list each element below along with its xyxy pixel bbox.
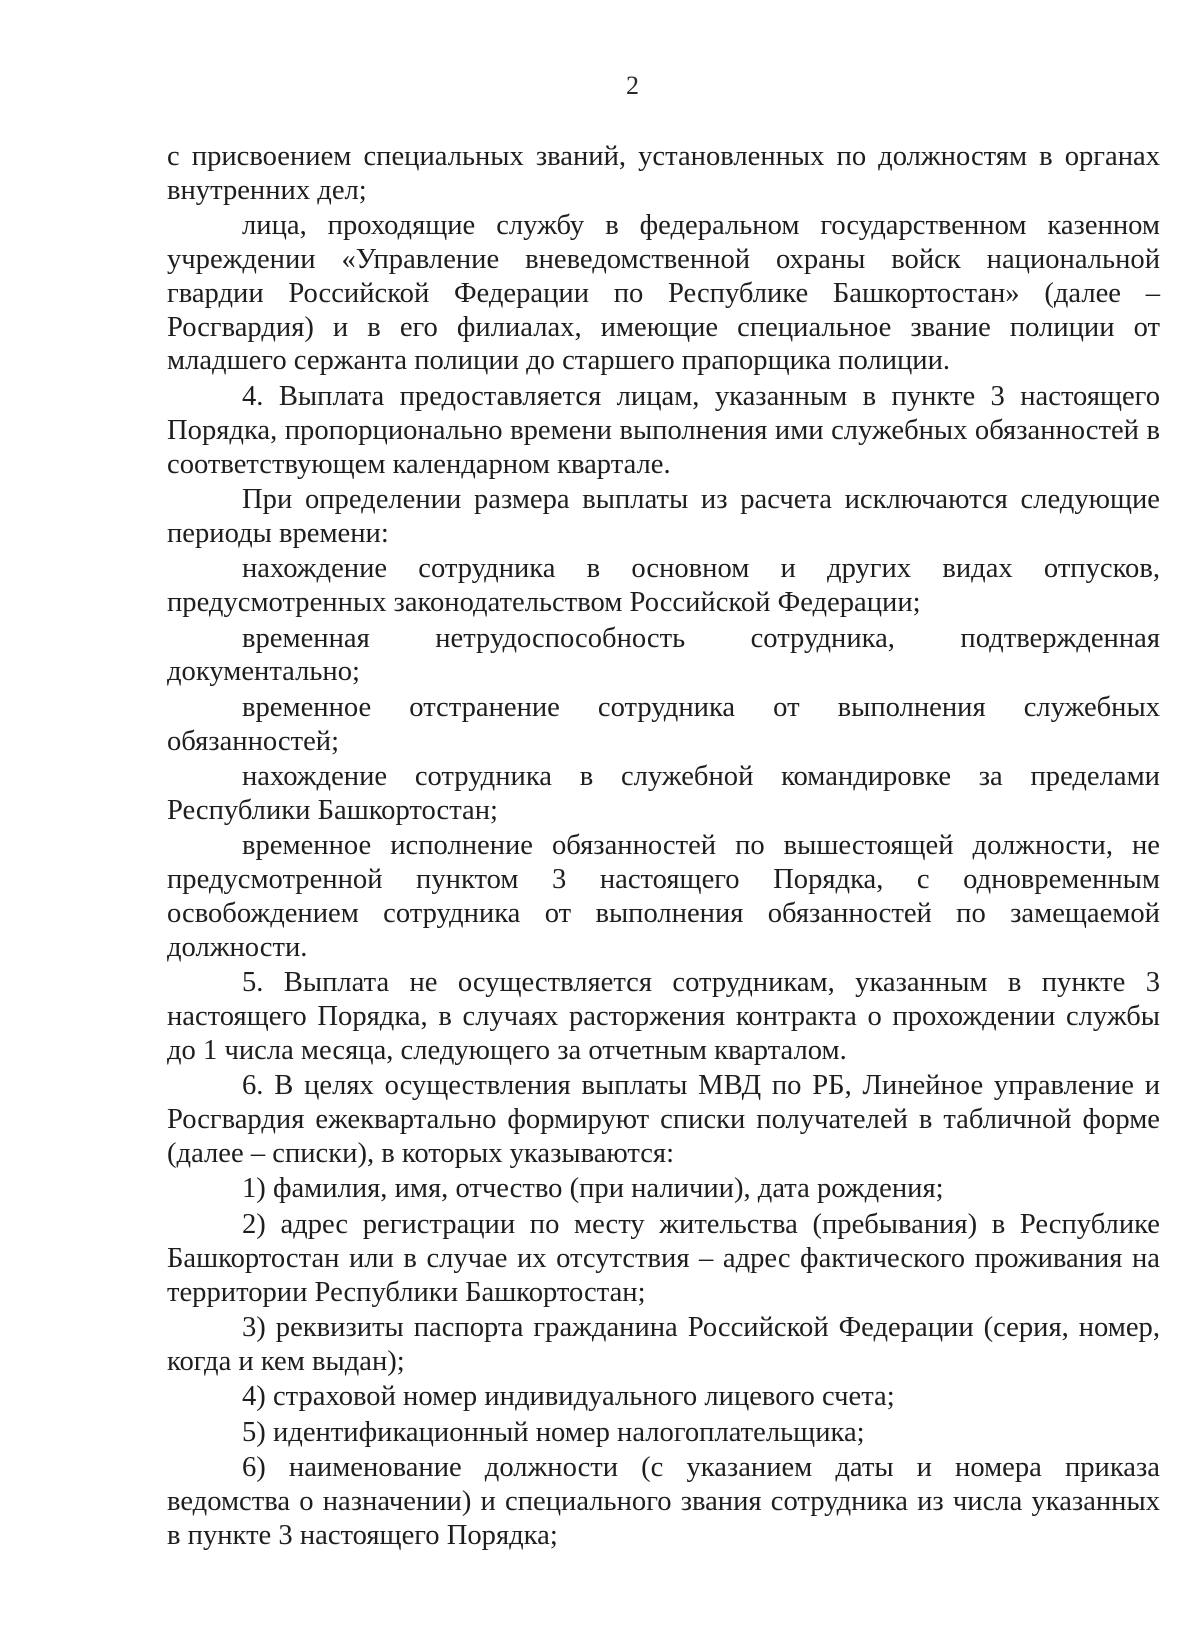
paragraph-vacation: нахождение сотрудника в основном и других видах отпусков, предусмотренных законодательством Российской Федерации; — [167, 553, 1160, 619]
paragraph-rosgvardiya: лица, проходящие службу в федеральном государственном казенном учреждении «Управление вневедомственной охраны войск национальной гвардии Российской Федерации по Республике Башкортостан» (далее – Росгвардия) и в его филиалах, имеющие специальное звание полиции от младшего сержанта полиции до старшего прапорщика полиции. — [167, 210, 1160, 377]
paragraph-excluded-periods: При определении размера выплаты из расчета исключаются следующие периоды времени: — [167, 484, 1160, 549]
paragraph-continuation: с присвоением специальных званий, установленных по должностям в органах внутренних дел; — [167, 141, 1160, 206]
paragraph-disability: временная нетрудоспособность сотрудника, подтвержденная документально; — [167, 622, 1160, 688]
list-item-3: 3) реквизиты паспорта гражданина Российской Федерации (серия, номер, когда и кем выдан); — [167, 1312, 1160, 1377]
paragraph-suspension: временное отстранение сотрудника от выполнения служебных обязанностей; — [167, 691, 1160, 757]
paragraph-item-4: 4. Выплата предоставляется лицам, указанным в пункте 3 настоящего Порядка, пропорционально времени выполнения ими служебных обязанностей в соответствующем календарном квартале. — [167, 380, 1160, 480]
paragraph-item-6: 6. В целях осуществления выплаты МВД по РБ, Линейное управление и Росгвардия ежеквартально формируют списки получателей в табличной форме (далее – списки), в которых указываются: — [167, 1070, 1160, 1169]
list-item-6: 6) наименование должности (с указанием даты и номера приказа ведомства о назначении) и специального звания сотрудника из числа указанных в пункте 3 настоящего Порядка; — [167, 1452, 1160, 1551]
list-item-5: 5) идентификационный номер налогоплательщика; — [242, 1416, 865, 1448]
paragraph-acting-duties: временное исполнение обязанностей по вышестоящей должности, не предусмотренной пунктом 3 настоящего Порядка, с одновременным освобождением сотрудника от выполнения обязанностей по замещаемой должности. — [167, 830, 1160, 963]
list-item-4: 4) страховой номер индивидуального лицевого счета; — [242, 1381, 895, 1413]
paragraph-business-trip: нахождение сотрудника в служебной командировке за пределами Республики Башкортостан; — [167, 761, 1160, 826]
list-item-2: 2) адрес регистрации по месту жительства (пребывания) в Республике Башкортостан или в случае их отсутствия – адрес фактического проживания на территории Республики Башкортостан; — [167, 1208, 1160, 1308]
page-number: 2 — [626, 71, 639, 100]
list-item-1: 1) фамилия, имя, отчество (при наличии), дата рождения; — [242, 1173, 944, 1205]
paragraph-item-5: 5. Выплата не осуществляется сотрудникам, указанным в пункте 3 настоящего Порядка, в случаях расторжения контракта о прохождении службы до 1 числа месяца, следующего за отчетным кварталом. — [167, 967, 1160, 1066]
document-body — [167, 140, 1160, 1554]
